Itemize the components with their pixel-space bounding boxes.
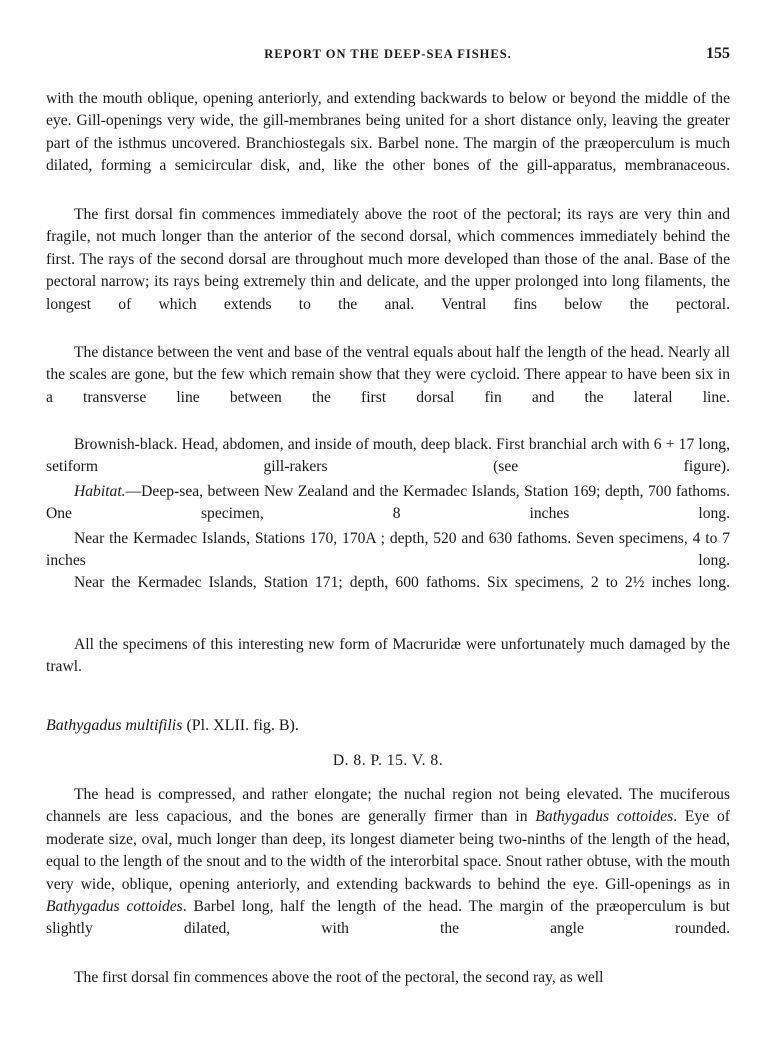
species-name: Bathygadus multifilis: [46, 717, 183, 734]
species-ref-1: Bathygadus cottoides: [535, 808, 674, 826]
running-head: REPORT ON THE DEEP-SEA FISHES.: [264, 47, 512, 61]
paragraph-mouth-description: with the mouth oblique, opening anteriorly, and extending backwards to below or beyond the middle of the eye. Gill-openings very wide, the gill-membranes being united for a short distance only, leaving the greater part of the isthmus uncovered. Branchiostegals six. Barbel none. The margin of the præoperculum is much dilated, forming a semicircular disk, and, like the other bones of the gill-apparatus, membranaceous.: [46, 90, 730, 175]
paragraph-habitat: [46, 481, 730, 526]
species-heading: [46, 717, 299, 735]
paragraph-first-dorsal: The first dorsal fin commences above the root of the pectoral, the second ray, as well: [74, 969, 604, 986]
fin-formula: D. 8. P. 15. V. 8.: [332, 752, 444, 769]
species-plate-ref: (Pl. XLII. fig. B).: [182, 717, 299, 734]
head-text-c: . Barbel long, half the length of the head. The margin of the præoperculum is but slightly dilated, with the angle rounded.: [46, 898, 731, 938]
paragraph-specimens-damaged: All the specimens of this interesting new form of Macruridæ were unfortunately much damaged by the trawl.: [46, 636, 730, 676]
page-header: [46, 47, 730, 67]
habitat-label: Habitat.: [74, 483, 126, 500]
habitat-dash: —: [125, 483, 142, 500]
habitat-text: Deep-sea, between New Zealand and the Kermadec Islands, Station 169; depth, 700 fathoms. One specimen, 8 inches long.: [46, 483, 730, 523]
paragraph-station-171: Near the Kermadec Islands, Station 171; depth, 600 fathoms. Six specimens, 2 to 2½ inches long.: [74, 574, 730, 591]
species-ref-2: Bathygadus cottoides: [46, 898, 183, 916]
paragraph-head-description: [46, 784, 730, 941]
paragraph-stations-170: Near the Kermadec Islands, Stations 170, 170A ; depth, 520 and 630 fathoms. Seven specimens, 4 to 7 inches long.: [46, 530, 730, 570]
paragraph-vent-scales: The distance between the vent and base of the ventral equals about half the length of the head. Nearly all the scales are gone, but the few which remain show that they were cycloid. There appear to have been six in a transverse line between the first dorsal fin and the lateral line.: [46, 344, 730, 406]
paragraph-colour: Brownish-black. Head, abdomen, and inside of mouth, deep black. First branchial arch with 6 + 17 long, setiform gill-rakers (see figure).: [46, 436, 730, 476]
page-number: 155: [706, 45, 730, 62]
paragraph-dorsal-fin: The first dorsal fin commences immediately above the root of the pectoral; its rays are very thin and fragile, not much longer than the anterior of the second dorsal, which commences immediately behind the first. The rays of the second dorsal are throughout much more developed than those of the anal. Base of the pectoral narrow; its rays being extremely thin and delicate, and the upper prolonged into long filaments, the longest of which extends to the anal. Ventral fins below the pectoral.: [46, 206, 730, 313]
head-text-a: The head is compressed, and rather elongate; the nuchal region not being elevated. The muciferous channels are less capacious, and the bones are generally firmer than in: [46, 786, 730, 826]
head-text-b: . Eye of moderate size, oval, much longer than deep, its longest diameter being two-ninths of the length of the head, equal to the length of the snout and to the width of the interorbital space. Snout rather obtuse, with the mouth very wide, oblique, opening anteriorly, and extending backwards to behind the eye. Gill-openings as in: [46, 808, 731, 893]
